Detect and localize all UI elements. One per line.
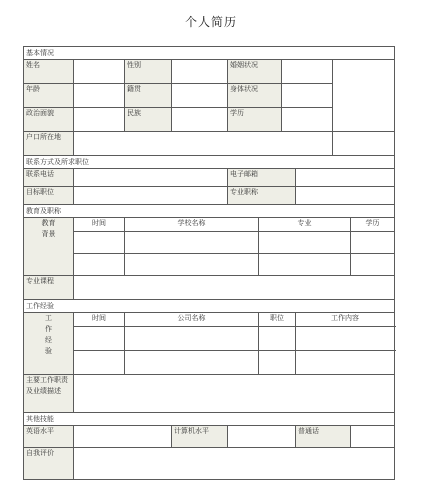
page-title: 个人简历 [184,15,237,29]
section-contact: 联系方式及所求职位 [24,156,395,169]
work-company-1[interactable] [125,327,259,351]
courses-field[interactable] [74,276,395,300]
work-position-1[interactable] [259,327,296,351]
section-basic: 基本情况 [24,47,395,60]
main-duties-label: 主要工作职责及业绩描述 [24,375,74,413]
health-field[interactable] [282,84,333,108]
resume-table [23,46,395,480]
section-education: 教育及职称 [24,205,395,218]
email-field[interactable] [296,169,395,187]
name-field[interactable] [74,60,125,84]
self-eval-label: 自我评价 [24,448,74,480]
work-position-2[interactable] [259,351,296,375]
mandarin-field[interactable] [351,426,395,448]
english-label: 英语水平 [24,426,74,448]
work-time-2[interactable] [74,351,125,375]
major-title-field[interactable] [296,187,395,205]
education-label: 教育 背景 [24,218,74,276]
gender-field[interactable] [172,60,228,84]
origin-label: 籍贯 [125,84,172,108]
section-work: 工作经验 [24,300,395,313]
work-content-2[interactable] [296,351,395,375]
political-label: 政治面貌 [24,108,74,132]
marital-field[interactable] [282,60,333,84]
hukou-label: 户口所在地 [24,132,74,156]
health-label: 身体状况 [228,84,282,108]
hukou-extra [333,132,395,156]
edu-col-time: 时间 [74,218,125,232]
gender-label: 性别 [125,60,172,84]
work-label: 工 作 经 验 [24,313,74,375]
photo-box[interactable] [333,60,395,132]
edu-col-school: 学校名称 [125,218,259,232]
age-label: 年龄 [24,84,74,108]
political-field[interactable] [74,108,125,132]
computer-field[interactable] [228,426,296,448]
self-eval-field[interactable] [74,448,395,480]
mandarin-label: 普通话 [296,426,351,448]
english-field[interactable] [74,426,172,448]
edu-time-1[interactable] [74,232,125,254]
age-field[interactable] [74,84,125,108]
edu-school-1[interactable] [125,232,259,254]
edu-time-2[interactable] [74,254,125,276]
marital-label: 婚姻状况 [228,60,282,84]
name-label: 姓名 [24,60,74,84]
edu-school-2[interactable] [125,254,259,276]
edu-degree-1[interactable] [351,232,395,254]
job-label: 目标职位 [24,187,74,205]
work-content-1[interactable] [296,327,395,351]
work-company-2[interactable] [125,351,259,375]
phone-field[interactable] [74,169,228,187]
edu-major-1[interactable] [259,232,351,254]
work-col-position: 职位 [259,313,296,327]
degree-label: 学历 [228,108,282,132]
ethnicity-label: 民族 [125,108,172,132]
edu-major-2[interactable] [259,254,351,276]
work-time-1[interactable] [74,327,125,351]
section-skills: 其他技能 [24,413,395,426]
work-col-content: 工作内容 [296,313,395,327]
hukou-field[interactable] [74,132,333,156]
origin-field[interactable] [172,84,228,108]
email-label: 电子邮箱 [228,169,296,187]
courses-label: 专业课程 [24,276,74,300]
edu-degree-2[interactable] [351,254,395,276]
work-col-company: 公司名称 [125,313,259,327]
major-title-label: 专业职称 [228,187,296,205]
main-duties-field[interactable] [74,375,395,413]
computer-label: 计算机水平 [172,426,228,448]
edu-col-degree: 学历 [351,218,395,232]
degree-field[interactable] [282,108,333,132]
edu-col-major: 专业 [259,218,351,232]
phone-label: 联系电话 [24,169,74,187]
job-field[interactable] [74,187,228,205]
work-col-time: 时间 [74,313,125,327]
ethnicity-field[interactable] [172,108,228,132]
